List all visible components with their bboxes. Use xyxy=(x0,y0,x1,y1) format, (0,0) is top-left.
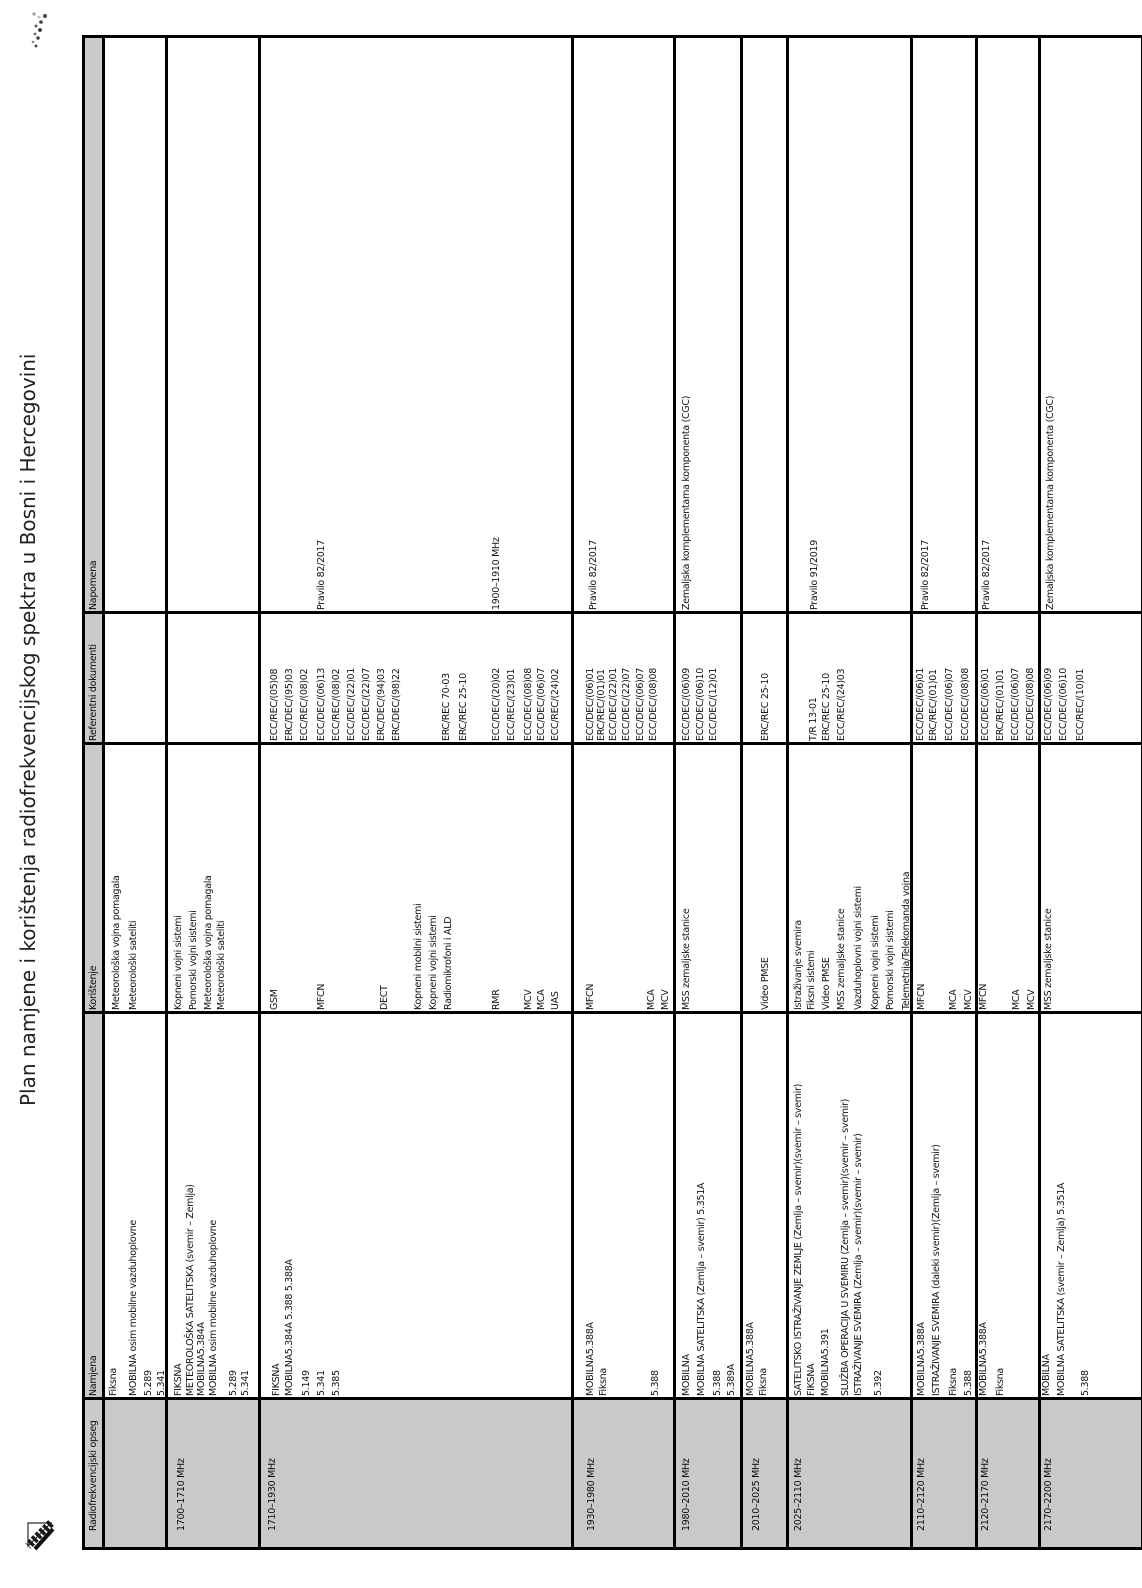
cell-koristenje-line: MCA xyxy=(536,989,547,1010)
row-separator xyxy=(673,38,676,1547)
spectrum-table xyxy=(82,35,1142,1550)
cell-namjena-line: MOBILNA5.388A xyxy=(916,1322,927,1396)
band-label: 1930–1980 MHz xyxy=(586,1458,597,1531)
cell-namjena-line: 5.392 xyxy=(873,1370,884,1396)
cell-ref-line: ERC/DEC/(94)03 xyxy=(376,668,387,741)
cell-namjena-line: 5.388 xyxy=(1080,1370,1091,1396)
cell-namjena-line: Fiksna xyxy=(758,1368,769,1396)
cell-namjena-line: 5.149 xyxy=(301,1370,312,1396)
cell-ref-line: ECC/REC/(05)08 xyxy=(269,668,280,741)
cell-namjena-line: Fiksna xyxy=(598,1368,609,1396)
band-label: 2170–2200 MHz xyxy=(1043,1458,1054,1531)
cell-koristenje-line: Pomorski vojni sistemi xyxy=(188,910,199,1010)
band-label: 1980–2010 MHz xyxy=(681,1458,692,1531)
row-separator xyxy=(102,38,105,1547)
band-label: 2010–2025 MHz xyxy=(751,1458,762,1531)
cell-namjena-line: MOBILNA osim mobilne vazduhoplovne xyxy=(208,1220,219,1396)
cell-koristenje-line: MCV xyxy=(963,989,974,1010)
band-label: 2110–2120 MHz xyxy=(916,1458,927,1531)
cell-koristenje-line: MCV xyxy=(523,989,534,1010)
cell-namjena-line: MOBILNA SATELITSKA (Zemlja – svemir) 5.351A xyxy=(696,1182,707,1396)
cell-ref-line: ECC/DEC/(08)08 xyxy=(523,667,534,741)
column-header-1: Namjena xyxy=(88,1355,99,1396)
cell-koristenje-line: MCA xyxy=(1011,989,1022,1010)
cell-ref-line: ECC/DEC/(06)01 xyxy=(915,667,926,741)
cell-ref-line: ERC/DEC/(95)03 xyxy=(284,668,295,741)
cell-koristenje-line: Pomorski vojni sistemi xyxy=(885,910,896,1010)
cell-koristenje-line: Kopneni mobilni sistemi xyxy=(413,903,424,1010)
cell-koristenje-line: DECT xyxy=(379,985,390,1010)
cell-ref-line: ECC/DEC/(08)08 xyxy=(960,667,971,741)
cell-ref-line: ECC/DEC/(06)09 xyxy=(681,667,692,741)
row-separator xyxy=(975,38,978,1547)
cell-namjena-line: 5.389A xyxy=(726,1364,737,1396)
cell-ref-line: ERC/REC 25-10 xyxy=(821,673,832,741)
band-label: 1700–1710 MHz xyxy=(176,1458,187,1531)
cell-ref-line: ERC/REC 70-03 xyxy=(441,673,452,741)
cell-namjena-line: MOBILNA osim mobilne vazduhoplovne xyxy=(128,1220,139,1396)
header-row-shading xyxy=(85,38,102,1547)
cell-koristenje-line: Istraživanje svemira xyxy=(793,920,804,1010)
cell-ref-line: ECC/DEC/(06)07 xyxy=(635,667,646,741)
row-separator xyxy=(165,38,168,1547)
cell-ref-line: ECC/REC/(08)02 xyxy=(299,668,310,741)
column-separator xyxy=(85,742,1141,745)
column-header-2: Korištenje xyxy=(88,965,99,1010)
row-separator xyxy=(740,38,743,1547)
cell-koristenje-line: MFCN xyxy=(916,983,927,1010)
cell-namjena-line: FIKSNA xyxy=(806,1363,817,1396)
column-header-0: Radiofrekvencijski opseg xyxy=(88,1420,99,1531)
cell-namjena-line: MOBILNA5.391 xyxy=(820,1328,831,1396)
cell-napomena-line: Pravilo 82/2017 xyxy=(981,540,992,610)
cell-ref-line: ECC/DEC/(08)08 xyxy=(648,667,659,741)
cell-namjena-line: MOBILNA5.388A xyxy=(978,1322,989,1396)
row-separator xyxy=(258,38,261,1547)
row-separator xyxy=(786,38,789,1547)
column-separator xyxy=(85,1011,1141,1014)
cell-napomena-line: Pravilo 82/2017 xyxy=(920,540,931,610)
cell-koristenje-line: Video PMSE xyxy=(821,957,832,1010)
cell-namjena-line: FIKSNA xyxy=(173,1363,184,1396)
cell-napomena-line: Pravilo 82/2017 xyxy=(588,540,599,610)
cell-koristenje-line: Meteorološka vojna pomagala xyxy=(111,875,122,1010)
cell-ref-line: ECC/DEC/(06)09 xyxy=(1043,667,1054,741)
pen-nib-icon xyxy=(24,1520,58,1558)
cell-namjena-line: 5.388 xyxy=(712,1370,723,1396)
cell-namjena-line: 5.289 xyxy=(143,1370,154,1396)
band-label: 2025–2110 MHz xyxy=(793,1458,804,1531)
cell-namjena-line: 5.388 xyxy=(650,1370,661,1396)
cell-ref-line: ECC/DEC/(08)08 xyxy=(1025,667,1036,741)
cell-ref-line: ECC/DEC/(22)07 xyxy=(621,667,632,741)
cell-koristenje-line: Kopneni vojni sistemi xyxy=(173,915,184,1010)
cell-koristenje-line: Meteorološki sateliti xyxy=(128,920,139,1010)
cell-ref-line: ECC/DEC/(06)01 xyxy=(585,667,596,741)
cell-ref-line: ECC/DEC/(20)02 xyxy=(491,667,502,741)
row-separator xyxy=(571,38,574,1547)
cell-koristenje-line: Video PMSE xyxy=(760,957,771,1010)
cell-koristenje-line: MCA xyxy=(948,989,959,1010)
row-separator xyxy=(1038,38,1041,1547)
cell-koristenje-line: Meteorološki sateliti xyxy=(216,920,227,1010)
cell-ref-line: ECC/DEC/(22)07 xyxy=(361,667,372,741)
cell-namjena-line: MOBILNA5.384A xyxy=(196,1322,207,1396)
cell-ref-line: ECC/DEC/(12)01 xyxy=(708,667,719,741)
cell-napomena-line: Pravilo 82/2017 xyxy=(316,540,327,610)
cell-namjena-line: 5.341 xyxy=(240,1370,251,1396)
cell-namjena-line: MOBILNA xyxy=(681,1354,692,1396)
cell-ref-line: ERC/REC 25-10 xyxy=(458,673,469,741)
cell-ref-line: ERC/REC 25-10 xyxy=(760,673,771,741)
cell-koristenje-line: RMR xyxy=(491,989,502,1010)
cell-ref-line: ECC/DEC/(22)01 xyxy=(346,667,357,741)
cell-ref-line: T/R 13-01 xyxy=(808,697,819,741)
cell-ref-line: ECC/DEC/(06)01 xyxy=(980,667,991,741)
cell-ref-line: ECC/REC/(23)01 xyxy=(506,668,517,741)
row-separator xyxy=(910,38,913,1547)
cell-namjena-line: MOBILNA5.384A 5.388 5.388A xyxy=(284,1259,295,1396)
cell-namjena-line: 5.341 xyxy=(316,1370,327,1396)
cell-namjena-line: MOBILNA SATELITSKA (svemir – Zemlja) 5.351A xyxy=(1056,1182,1067,1396)
cell-koristenje-line: MSS zemaljske stanice xyxy=(836,908,847,1010)
cell-namjena-line: MOBILNA5.388A xyxy=(745,1322,756,1396)
cell-ref-line: ECC/REC/(08)02 xyxy=(331,668,342,741)
cell-ref-line: ECC/DEC/(06)10 xyxy=(695,667,706,741)
cell-namjena-line: 5.289 xyxy=(228,1370,239,1396)
cell-namjena-line: 5.341 xyxy=(156,1370,167,1396)
cell-namjena-line: MOBILNA xyxy=(1041,1354,1052,1396)
cell-koristenje-line: MCV xyxy=(660,989,671,1010)
cell-koristenje-line: Kopneni vojni sistemi xyxy=(428,915,439,1010)
cell-koristenje-line: MFCN xyxy=(316,983,327,1010)
cell-namjena-line: Fiksna xyxy=(995,1368,1006,1396)
cell-koristenje-line: MCV xyxy=(1026,989,1037,1010)
column-separator xyxy=(85,611,1141,614)
cell-ref-line: ECC/REC/(24)02 xyxy=(550,668,561,741)
column-separator xyxy=(85,1397,1141,1400)
cell-ref-line: ECC/DEC/(06)07 xyxy=(1010,667,1021,741)
cell-ref-line: ERC/REC/(01)01 xyxy=(928,669,939,741)
cell-koristenje-line: MCA xyxy=(646,989,657,1010)
cell-namjena-line: SLUŽBA OPERACIJA U SVEMIRU (Zemlja – svemir)(svemir – svemir) xyxy=(840,1098,851,1396)
cell-namjena-line: METEOROLOŠKA SATELITSKA (svemir – Zemlja) xyxy=(185,1184,196,1396)
cell-ref-line: ECC/DEC/(06)07 xyxy=(944,667,955,741)
cell-koristenje-line: Fiksni sistemi xyxy=(806,950,817,1010)
column-header-4: Napomena xyxy=(88,560,99,610)
cell-koristenje-line: Meteorološka vojna pomagala xyxy=(203,875,214,1010)
cell-namjena-line: MOBILNA5.388A xyxy=(585,1322,596,1396)
cell-ref-line: ERC/DEC/(98)22 xyxy=(391,668,402,741)
cell-ref-line: ECC/REC/(10)01 xyxy=(1075,668,1086,741)
cell-koristenje-line: MFCN xyxy=(585,983,596,1010)
cell-ref-line: ECC/DEC/(06)10 xyxy=(1058,667,1069,741)
dotted-pen-scratch-icon xyxy=(26,4,54,56)
cell-napomena-line: Zemaljska komplementarna komponenta (CGC) xyxy=(681,395,692,610)
cell-koristenje-line: MSS zemaljske stanice xyxy=(1043,908,1054,1010)
cell-namjena-line: ISTRAŽIVANJE SVEMIRA (Zemlja – svemir)(svemir – svemir) xyxy=(853,1133,864,1396)
cell-namjena-line: Fiksna xyxy=(108,1368,119,1396)
cell-koristenje-line: GSM xyxy=(269,989,280,1010)
column-header-3: Referentni dokumenti xyxy=(88,644,99,741)
cell-ref-line: ECC/DEC/(06)07 xyxy=(536,667,547,741)
cell-namjena-line: ISTRAŽIVANJE SVEMIRA (daleki svemir)(Zemlja – svemir) xyxy=(931,1144,942,1396)
cell-koristenje-line: Kopneni vojni sistemi xyxy=(870,915,881,1010)
cell-napomena-line: 1900–1910 MHz xyxy=(491,537,502,610)
cell-ref-line: ERC/REC/(01)01 xyxy=(596,669,607,741)
cell-namjena-line: 5.388 xyxy=(963,1370,974,1396)
cell-namjena-line: FIKSNA xyxy=(271,1363,282,1396)
cell-napomena-line: Zemaljska komplementarna komponenta (CGC) xyxy=(1045,395,1056,610)
cell-koristenje-line: UAS xyxy=(550,991,561,1010)
cell-ref-line: ECC/DEC/(06)13 xyxy=(316,667,327,741)
cell-ref-line: ECC/REC/(24)03 xyxy=(836,668,847,741)
cell-ref-line: ECC/DEC/(22)01 xyxy=(608,667,619,741)
cell-koristenje-line: MFCN xyxy=(978,983,989,1010)
cell-koristenje-line: Vazduhoplovni vojni sistemi xyxy=(853,886,864,1010)
band-label: 1710–1930 MHz xyxy=(267,1458,278,1531)
cell-namjena-line: Fiksna xyxy=(948,1368,959,1396)
cell-namjena-line: SATELITSKO ISTRAŽIVANJE ZEMLJE (Zemlja – svemir)(svemir – svemir) xyxy=(793,1084,804,1396)
cell-koristenje-line: MSS zemaljske stanice xyxy=(681,908,692,1010)
cell-ref-line: ERC/REC/(01)01 xyxy=(995,669,1006,741)
cell-koristenje-line: Radiomikrofoni i ALD xyxy=(443,916,454,1010)
page-title: Plan namjene i korištenja radiofrekvencijskog spektra u Bosni i Hercegovini xyxy=(16,353,40,1106)
cell-namjena-line: 5.385 xyxy=(331,1370,342,1396)
cell-napomena-line: Pravilo 91/2019 xyxy=(809,540,820,610)
cell-koristenje-line: Telemetrija/Telekomanda vojna xyxy=(901,871,912,1010)
band-label: 2120–2170 MHz xyxy=(980,1458,991,1531)
